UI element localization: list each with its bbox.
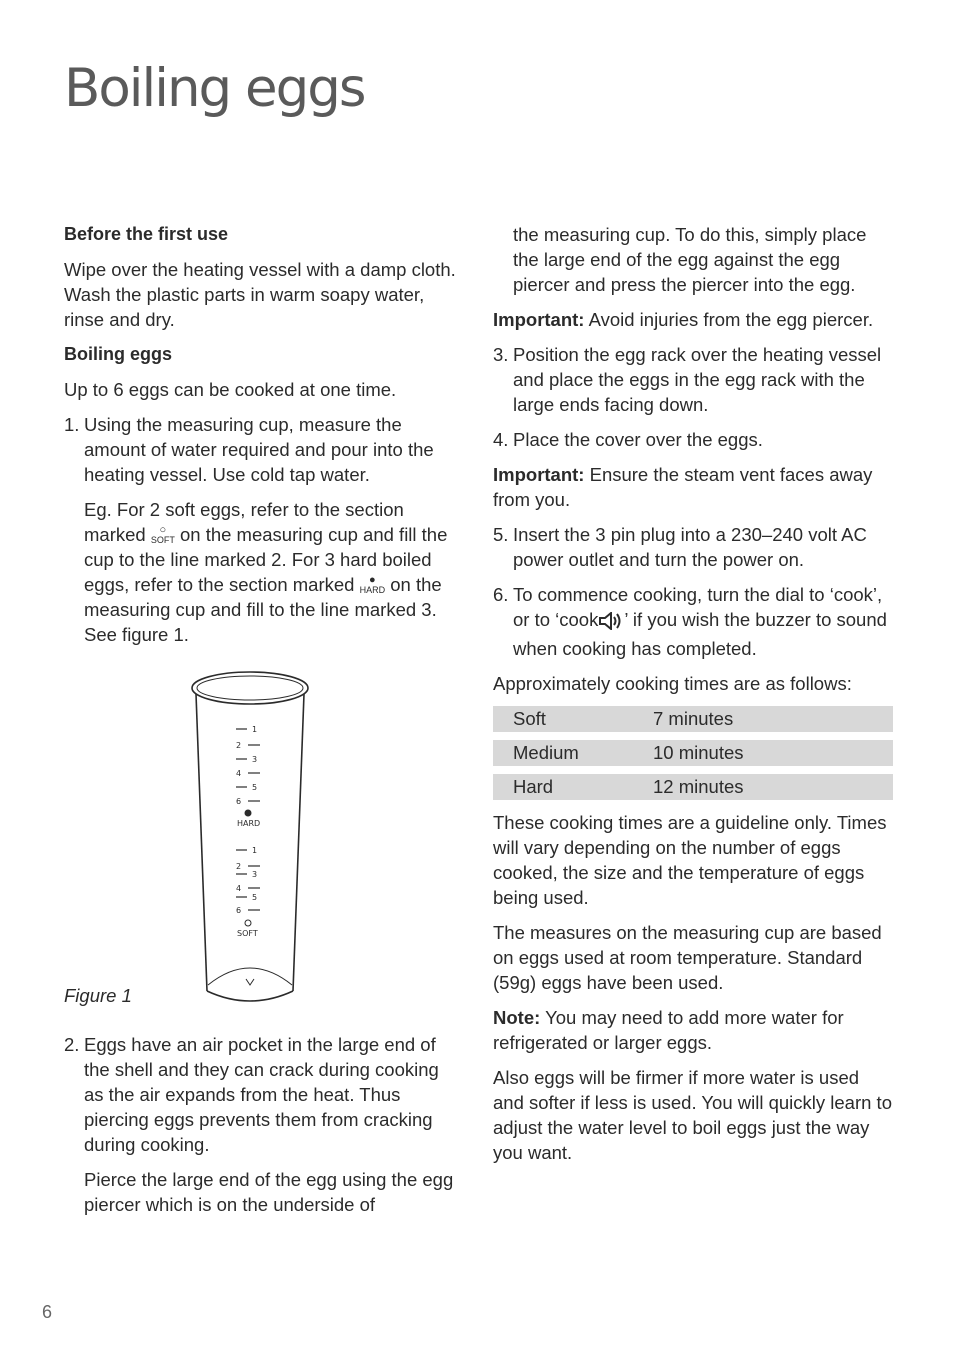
soft-mark-2: 2 xyxy=(236,862,242,871)
step-3-text: Position the egg rack over the heating vessel and place the eggs in the egg rack with the large ends facing down. xyxy=(513,344,882,415)
firmer-paragraph: Also eggs will be firmer if more water is used and softer if less is used. You will quickly learn to adjust the water level to boil eggs just the way you want. xyxy=(493,1067,892,1163)
time-name: Soft xyxy=(513,708,546,729)
hard-mark-5: 5 xyxy=(252,783,258,792)
measures-paragraph: The measures on the measuring cup are based on eggs used at room temperature. Standard (59g) eggs have been used. xyxy=(493,922,882,993)
paragraph-up-to-six: Up to 6 eggs can be cooked at one time. xyxy=(64,379,397,400)
hard-mark-2: 2 xyxy=(236,741,242,750)
soft-mark-6: 6 xyxy=(236,906,242,915)
example-paragraph xyxy=(64,497,460,647)
step-2-number: 2. xyxy=(64,1034,80,1055)
soft-mark-1: 1 xyxy=(252,846,258,855)
example-text-3: on the measuring cup and fill to the line marked 3. See figure 1. xyxy=(84,574,442,645)
hard-section-label: HARD xyxy=(237,819,261,828)
note-paragraph xyxy=(493,1005,893,1055)
step-6 xyxy=(493,582,893,661)
soft-mark-5: 5 xyxy=(252,893,258,902)
step-5-number: 5. xyxy=(493,524,509,545)
step-1-number: 1. xyxy=(64,414,80,435)
step-1 xyxy=(64,412,460,487)
pierce-paragraph: Pierce the large end of the egg using the egg piercer which is on the underside of xyxy=(84,1169,454,1215)
time-name: Medium xyxy=(513,742,579,763)
table-row xyxy=(493,774,893,800)
hard-mark-1: 1 xyxy=(252,725,258,734)
step-5-text: Insert the 3 pin plug into a 230–240 volt AC power outlet and turn the power on. xyxy=(513,524,867,570)
right-column xyxy=(493,222,893,1175)
heading-before-first-use: Before the first use xyxy=(64,224,229,244)
hard-mark-6: 6 xyxy=(236,797,242,806)
measuring-cup-illustration xyxy=(188,669,312,1014)
heading-boiling-eggs: Boiling eggs xyxy=(64,344,172,364)
time-name: Hard xyxy=(513,776,554,797)
step-6-text-2: ’ if you wish the buzzer to sound when cooking has completed. xyxy=(513,609,887,659)
step-4-number: 4. xyxy=(493,429,509,450)
guideline-paragraph: These cooking times are a guideline only. Times will vary depending on the number of eggs cooked, the size and the temperature of eggs being used. xyxy=(493,812,887,908)
important-note-1 xyxy=(493,307,893,332)
hard-symbol-label: HARD xyxy=(359,585,386,595)
step-2-text: Eggs have an air pocket in the large end of the shell and they can crack during cooking as the air expands from the heat. Thus piercing eggs prevents them from cracking during cooking. xyxy=(84,1034,439,1155)
soft-mark-4: 4 xyxy=(236,884,242,893)
soft-symbol-icon: ○ SOFT xyxy=(150,524,175,545)
hard-mark-3: 3 xyxy=(252,755,258,764)
important-note-2 xyxy=(493,462,893,512)
figure-caption: Figure 1 xyxy=(64,985,132,1006)
step-6-number: 6. xyxy=(493,584,509,605)
table-row xyxy=(493,706,893,732)
step-2 xyxy=(64,1032,460,1157)
important-label-2: Important: xyxy=(493,464,585,485)
note-label: Note: xyxy=(493,1007,541,1028)
step-3 xyxy=(493,342,893,417)
example-text-1: Eg. For 2 soft eggs, refer to the section marked xyxy=(84,499,404,545)
soft-symbol-label: SOFT xyxy=(150,535,175,545)
step-4-text: Place the cover over the eggs. xyxy=(513,429,763,450)
soft-section-label: SOFT xyxy=(237,929,258,938)
important-text-2: Ensure the steam vent faces away from you. xyxy=(493,464,873,510)
important-text-1: Avoid injuries from the egg piercer. xyxy=(588,309,874,330)
speaker-icon xyxy=(598,611,624,636)
cooking-times-table xyxy=(493,706,893,800)
figure-1 xyxy=(64,669,460,1024)
time-value: 10 minutes xyxy=(653,742,744,763)
table-row xyxy=(493,740,893,766)
left-column xyxy=(64,222,460,1227)
soft-mark-3: 3 xyxy=(252,870,258,879)
hard-mark-4: 4 xyxy=(236,769,242,778)
time-value: 7 minutes xyxy=(653,708,734,729)
paragraph-first-use: Wipe over the heating vessel with a damp cloth. Wash the plastic parts in warm soapy water, rinse and dry. xyxy=(64,259,456,330)
example-text-2: on the measuring cup and fill the cup to the line marked 2. For 3 hard boiled eggs, refer to the section marked xyxy=(84,524,448,595)
step-6-text-1: To commence cooking, turn the dial to ‘cook’, or to ‘cook xyxy=(513,584,883,630)
approx-paragraph: Approximately cooking times are as follows: xyxy=(493,673,852,694)
page-number: 6 xyxy=(42,1302,53,1322)
page-title: Boiling eggs xyxy=(64,58,365,119)
step-1-text: Using the measuring cup, measure the amount of water required and pour into the heating vessel. Use cold tap water. xyxy=(84,414,434,485)
important-label-1: Important: xyxy=(493,309,585,330)
step-4 xyxy=(493,427,893,452)
time-value: 12 minutes xyxy=(653,776,744,797)
step-5 xyxy=(493,522,893,572)
continued-paragraph: the measuring cup. To do this, simply place the large end of the egg against the egg piercer and press the piercer into the egg. xyxy=(513,224,867,295)
note-text: You may need to add more water for refrigerated or larger eggs. xyxy=(493,1007,844,1053)
step-3-number: 3. xyxy=(493,344,509,365)
hard-symbol-icon: ● HARD xyxy=(359,574,386,595)
